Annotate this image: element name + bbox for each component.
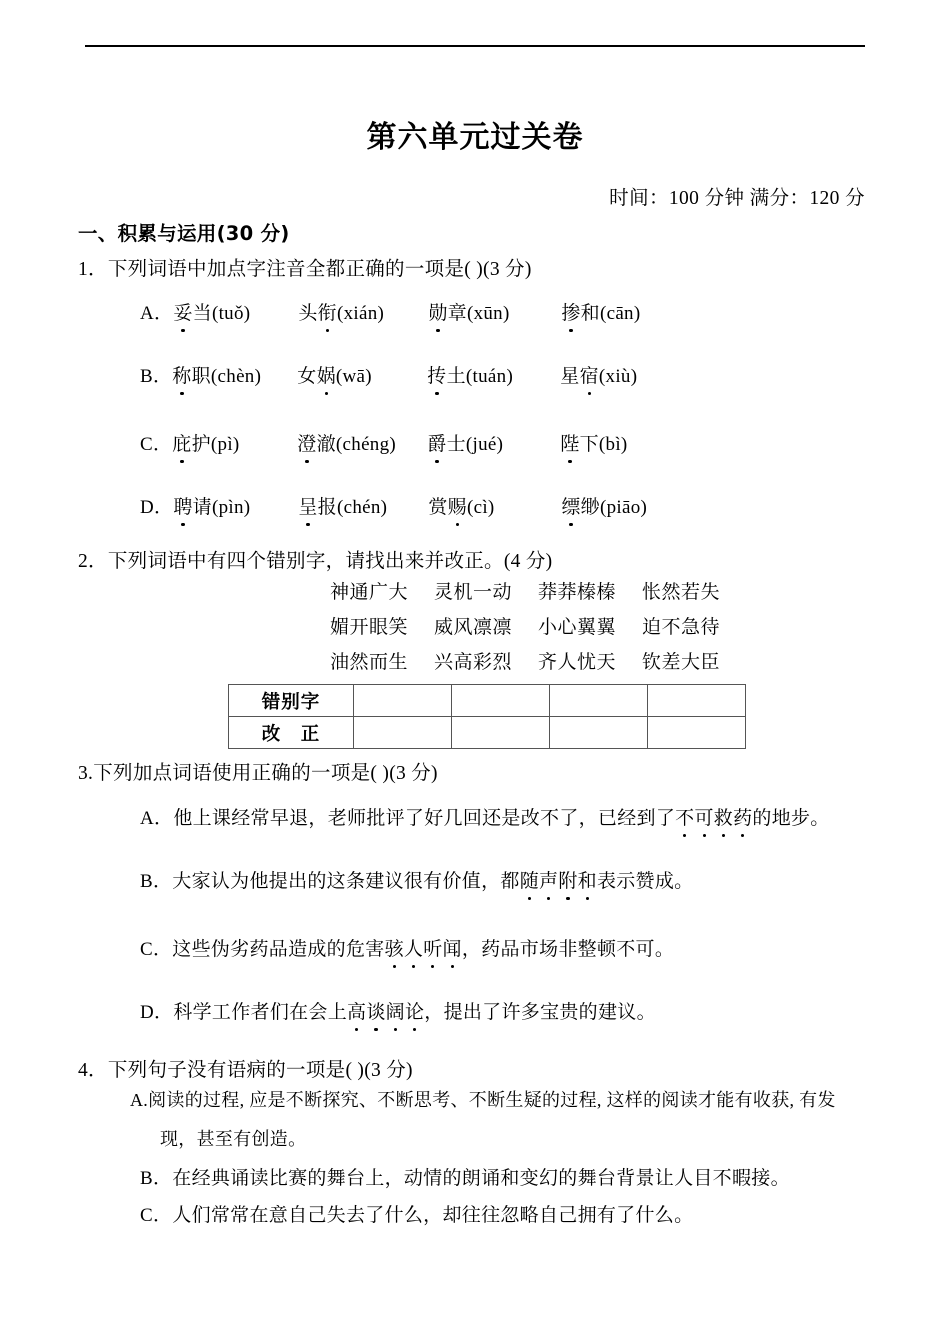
emphasis-char: 赐 [448,492,467,519]
idiom: 威风凛凛 [434,617,513,638]
emphasis-char: 爵 [427,429,446,456]
emphasis-phrase: 不可救药 [675,808,752,829]
idiom-row [330,645,720,680]
answer-cell[interactable] [452,685,550,717]
question-4-option-c[interactable] [140,1200,693,1227]
option-item: 庇护(pì) [172,429,297,456]
emphasis-char: 缥 [561,492,580,519]
option-label: D． [140,1002,174,1023]
idiom: 莽莽榛榛 [538,582,617,603]
option-text: 阅读的过程, 应是不断探究、不断思考、不断生疑的过程, 这样的阅读才能有收获, 有发 [148,1090,836,1110]
question-1-stem [78,253,532,281]
emphasis-char: 呈 [298,492,317,519]
question-2-text: 下列词语中有四个错别字，请找出来并改正。(4 分) [107,551,553,572]
emphasis-char: 妥 [173,298,192,325]
question-1-option-d[interactable] [140,492,647,519]
option-item: 星宿(xiù) [560,361,637,388]
idiom: 神通广大 [330,582,409,603]
option-item: 呈报(chén) [298,492,428,519]
option-label: C． [140,1205,173,1226]
question-3-option-c[interactable] [140,934,674,961]
table-row-label-wrong-char: 错别字 [229,685,354,717]
question-1-option-a[interactable] [140,298,640,325]
question-4-text: 下列句子没有语病的一项是( )(3 分) [107,1060,413,1081]
emphasis-char: 澄 [297,429,316,456]
answer-cell[interactable] [354,717,452,749]
emphasis-phrase: 高谈阔论 [347,1002,424,1023]
question-3-option-b[interactable] [140,866,693,893]
question-2-idiom-list [330,575,720,680]
question-3-text: 下列加点词语使用正确的一项是( )(3 分) [93,763,438,784]
option-label: A. [130,1090,149,1110]
idiom: 油然而生 [330,652,409,673]
question-4-stem [78,1054,413,1082]
emphasis-char: 聘 [173,492,192,519]
option-label: C． [140,939,173,960]
option-label: B． [140,1168,173,1189]
emphasis-char: 宿 [580,361,599,388]
emphasis-char: 掺 [561,298,580,325]
exam-meta: 时间：100 分钟 满分：120 分 [609,188,865,209]
option-text-before: 这些伪劣药品造成的危害 [172,939,385,960]
question-4-number: 4． [78,1060,108,1081]
question-1-option-b[interactable] [140,361,637,388]
emphasis-phrase: 骇人听闻 [385,939,462,960]
emphasis-char: 称 [172,361,191,388]
option-item: 称职(chèn) [172,361,297,388]
emphasis-char: 衔 [318,298,337,325]
option-text-after: 的地步。 [752,808,830,829]
option-item: 女娲(wā) [297,361,427,388]
table-row [229,685,746,717]
question-1-number: 1． [78,259,108,280]
question-2-number: 2． [78,551,108,572]
idiom: 小心翼翼 [538,617,617,638]
idiom: 迫不急待 [642,617,721,638]
answer-cell[interactable] [354,685,452,717]
header-rule [85,45,865,47]
option-label: B． [140,871,173,892]
emphasis-phrase: 随声附和 [520,871,597,892]
option-label: A． [140,808,174,829]
page-title: 第六单元过关卷 [366,120,584,155]
option-item: 爵士(jué) [427,429,560,456]
option-item: 陛下(bì) [560,429,627,456]
answer-cell[interactable] [648,685,746,717]
question-1-text: 下列词语中加点字注音全都正确的一项是( )(3 分) [107,259,532,280]
question-4-option-a-line2 [160,1125,306,1151]
option-item: 掺和(cān) [561,298,640,325]
question-4-option-b[interactable] [140,1163,790,1190]
option-item: 勋章(xūn) [428,298,561,325]
option-text-before: 他上课经常早退，老师批评了好几回还是改不了，已经到了 [173,808,676,829]
emphasis-char: 抟 [427,361,446,388]
option-label: D． [140,497,174,518]
emphasis-char: 娲 [317,361,336,388]
option-text-after: ，提出了许多宝贵的建议。 [424,1002,656,1023]
option-text-after: ，药品市场非整顿不可。 [461,939,675,960]
section-heading: 一、积累与运用(30 分) [78,222,290,245]
question-3-option-a[interactable] [140,803,830,830]
option-label: A． [140,303,174,324]
answer-cell[interactable] [452,717,550,749]
option-text-before: 科学工作者们在会上 [173,1002,348,1023]
idiom: 灵机一动 [434,582,513,603]
question-4-option-a-line1[interactable] [130,1086,836,1112]
question-1-option-c[interactable] [140,429,628,456]
question-2-answer-table[interactable] [228,684,746,749]
answer-cell[interactable] [648,717,746,749]
option-label: B． [140,366,173,387]
table-row-label-correction: 改 正 [229,717,354,749]
idiom: 齐人忧天 [538,652,617,673]
option-item: 妥当(tuǒ) [173,298,298,325]
question-3-option-d[interactable] [140,997,656,1024]
option-item: 抟土(tuán) [427,361,560,388]
emphasis-char: 勋 [428,298,447,325]
idiom-row [330,575,720,610]
option-item: 澄澈(chéng) [297,429,427,456]
option-item: 缥缈(piāo) [561,492,647,519]
answer-cell[interactable] [550,717,648,749]
question-3-number: 3. [78,763,94,784]
idiom: 媚开眼笑 [330,617,409,638]
option-item: 聘请(pìn) [173,492,298,519]
option-label: C． [140,434,173,455]
idiom: 钦差大臣 [642,652,721,673]
option-text-after: 表示赞成。 [596,871,694,892]
option-text: 在经典诵读比赛的舞台上，动情的朗诵和变幻的舞台背景让人目不暇接。 [172,1168,790,1189]
idiom: 兴高彩烈 [434,652,513,673]
table-row [229,717,746,749]
answer-cell[interactable] [550,685,648,717]
idiom: 怅然若失 [642,582,721,603]
option-text-continued: 现，甚至有创造。 [160,1129,307,1149]
option-text: 人们常常在意自己失去了什么，却往往忽略自己拥有了什么。 [172,1205,694,1226]
emphasis-char: 庇 [172,429,191,456]
option-item: 头衔(xián) [298,298,428,325]
option-item: 赏赐(cì) [428,492,561,519]
emphasis-char: 陛 [560,429,579,456]
question-3-stem [78,757,438,785]
idiom-row [330,610,720,645]
question-2-stem [78,545,552,573]
option-text-before: 大家认为他提出的这条建议很有价值，都 [172,871,520,892]
